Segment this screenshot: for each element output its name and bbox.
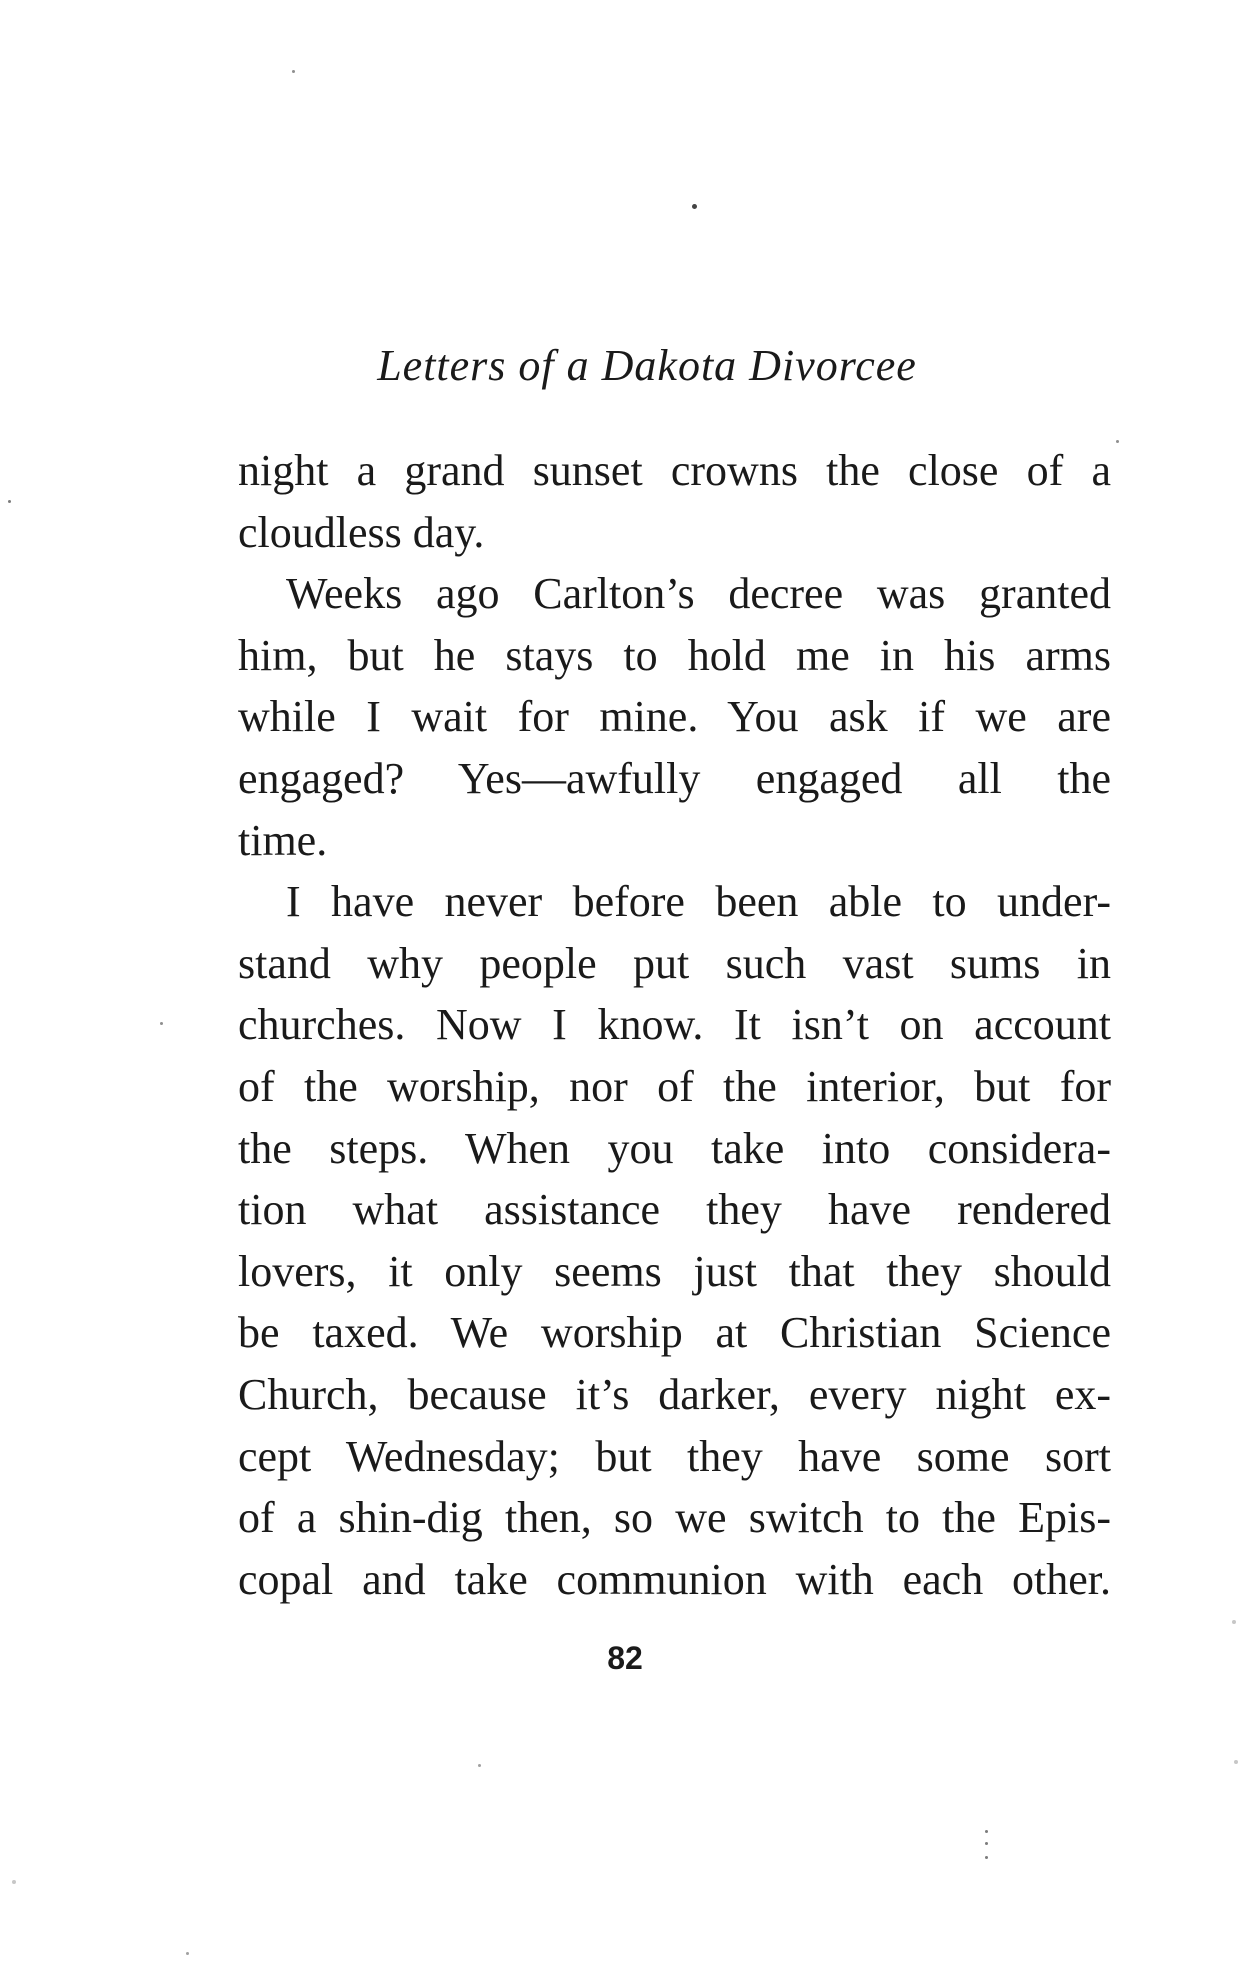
paper-speck: [1234, 1760, 1238, 1764]
paper-speck: [985, 1842, 988, 1845]
text-line: the steps. When you take into considera-: [238, 1123, 1111, 1173]
paper-speck: [985, 1856, 988, 1859]
paper-speck: [160, 1022, 163, 1025]
paper-speck: [186, 1952, 189, 1955]
text-line: cloudless day.: [238, 507, 485, 557]
paper-speck: [292, 70, 295, 73]
text-line: while I wait for mine. You ask if we are: [238, 692, 1111, 742]
text-line: night a grand sunset crowns the close of a: [238, 446, 1111, 495]
running-head-text: Letters of a Dakota Divorcee: [377, 341, 917, 390]
text-line: of a shin-dig then, so we switch to the Epis-: [238, 1493, 1111, 1543]
text-line: stand why people put such vast sums in: [238, 938, 1111, 988]
text-line: Weeks ago Carlton’s decree was granted: [286, 569, 1111, 619]
text-line: lovers, it only seems just that they should: [238, 1246, 1111, 1296]
text-line: engaged? Yes—awfully engaged all the: [238, 753, 1111, 803]
paper-speck: [8, 500, 11, 503]
text-line: be taxed. We worship at Christian Science: [238, 1308, 1111, 1358]
body-text: [238, 440, 1111, 1610]
text-line: of the worship, nor of the interior, but for: [238, 1061, 1111, 1111]
text-line: I have never before been able to under-: [286, 877, 1111, 927]
text-line: tion what assistance they have rendered: [238, 1185, 1111, 1235]
page-number: 82: [607, 1640, 643, 1676]
text-line: copal and take communion with each other.: [238, 1554, 1111, 1604]
paper-speck: [1116, 440, 1119, 443]
paper-speck: [985, 1830, 988, 1833]
paper-speck: [692, 204, 697, 209]
text-line: cept Wednesday; but they have some sort: [238, 1431, 1111, 1481]
paper-speck: [478, 1764, 481, 1767]
paper-speck: [1232, 1620, 1236, 1624]
text-line: churches. Now I know. It isn’t on account: [238, 1000, 1111, 1050]
text-line: time.: [238, 815, 328, 865]
text-line: him, but he stays to hold me in his arms: [238, 630, 1111, 680]
paper-speck: [12, 1880, 16, 1884]
text-line: Church, because it’s darker, every night ex-: [238, 1369, 1111, 1419]
running-head: [0, 340, 1250, 391]
